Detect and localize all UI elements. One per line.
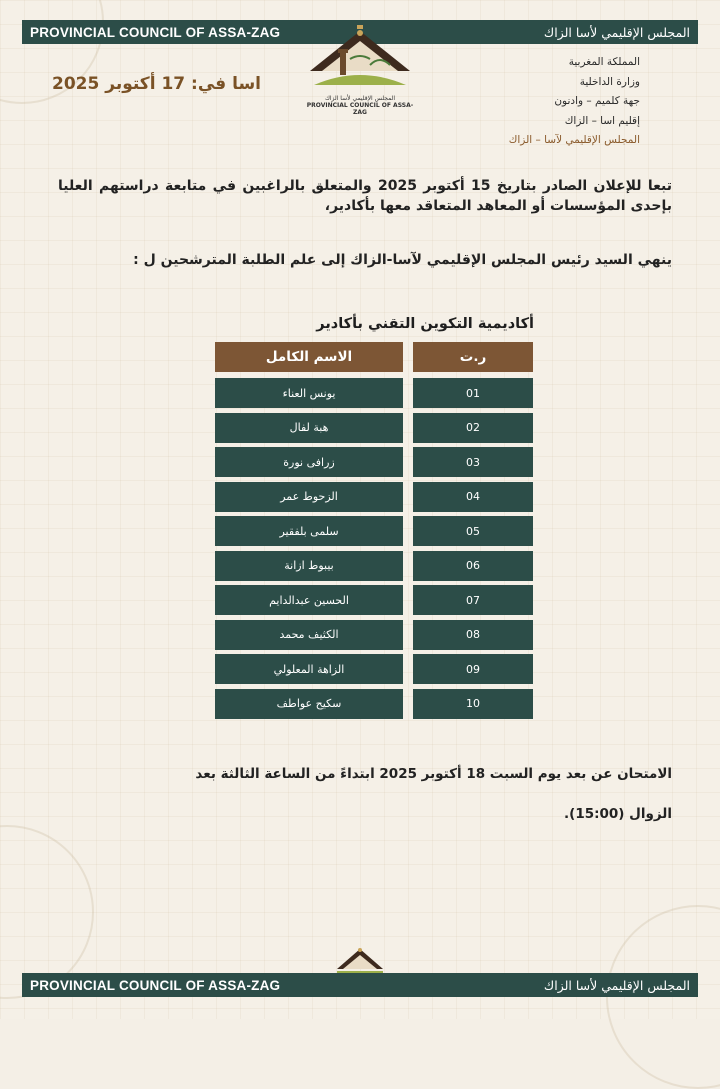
- footer-ar-title: المجلس الإقليمي لأسا الزاك: [543, 977, 690, 993]
- admin-line: وزارة الداخلية: [579, 75, 640, 88]
- table-cell-name: زرافى نورة: [215, 447, 403, 477]
- table-cell-number: 08: [413, 620, 533, 650]
- admin-line: المجلس الإقليمي لآسا – الزاك: [508, 134, 640, 146]
- table-cell-number: 02: [413, 413, 533, 443]
- notice-paragraph: ينهي السيد رئيس المجلس الإقليمي لآسا-الزاك إلى علم الطلبة المترشحين ل :: [133, 252, 672, 268]
- document-date: اسا في: 17 أكتوبر 2025: [52, 74, 262, 94]
- table-cell-name: الزحوط عمر: [215, 482, 403, 512]
- table-cell-number: 01: [413, 378, 533, 408]
- table-cell-name: سلمى بلفقير: [215, 516, 403, 546]
- header-ar-title: المجلس الإقليمي لأسا الزاك: [543, 24, 690, 40]
- table-cell-name: الزاهة المعلولي: [215, 654, 403, 684]
- exam-note-line1: الامتحان عن بعد يوم السبت 18 أكتوبر 2025 ابتداءً من الساعة الثالثة بعد: [195, 766, 672, 782]
- table-cell-number: 04: [413, 482, 533, 512]
- intro-paragraph: تبعا للإعلان الصادر بتاريخ 15 أكتوبر 2025 والمتعلق بالراغبين في متابعة دراستهم العليا بإحدى المؤسسات أو المعاهد المتعاقد معها بأكادير،: [58, 178, 672, 214]
- logo-caption-en: PROVINCIAL COUNCIL OF ASSA-ZAG: [306, 102, 414, 116]
- table-cell-name: الكثيف محمد: [215, 620, 403, 650]
- table-header-number: ر.ت: [413, 342, 533, 372]
- table-cell-name: هبة لفال: [215, 413, 403, 443]
- table-cell-number: 05: [413, 516, 533, 546]
- footer-en-title: PROVINCIAL COUNCIL OF ASSA-ZAG: [30, 977, 281, 993]
- admin-line: جهة كلميم – وادنون: [554, 95, 640, 107]
- admin-line: المملكة المغربية: [568, 56, 640, 68]
- table-cell-name: يونس العناء: [215, 378, 403, 408]
- decorative-corner: [606, 905, 720, 1089]
- table-cell-number: 07: [413, 585, 533, 615]
- table-cell-name: سكيح عواطف: [215, 689, 403, 719]
- table-cell-name: بيبوط ازانة: [215, 551, 403, 581]
- bottom-footer-bar: [22, 973, 698, 997]
- logo-caption: [300, 95, 420, 116]
- table-cell-number: 10: [413, 689, 533, 719]
- exam-note-line2: الزوال (15:00).: [564, 806, 672, 822]
- table-cell-number: 03: [413, 447, 533, 477]
- header-en-title: PROVINCIAL COUNCIL OF ASSA-ZAG: [30, 24, 281, 40]
- logo-caption-ar: المجلس الإقليمي لأسا الزاك: [324, 95, 396, 102]
- table-cell-number: 06: [413, 551, 533, 581]
- table-cell-name: الحسين عبدالدايم: [215, 585, 403, 615]
- administrative-header: [440, 53, 640, 151]
- admin-line: إقليم اسا – الزاك: [564, 114, 640, 127]
- table-header-name: الاسم الكامل: [215, 342, 403, 372]
- table-title: أكاديمية التكوين التقني بأكادير: [316, 316, 534, 332]
- table-cell-number: 09: [413, 654, 533, 684]
